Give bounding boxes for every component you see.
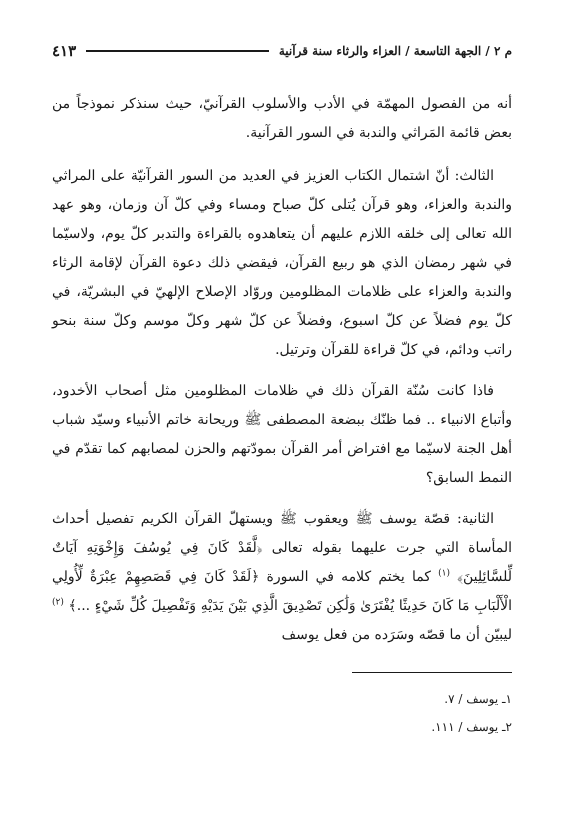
header-rule <box>86 50 269 52</box>
footnote-separator <box>352 672 512 673</box>
page-number: ٤١٣ <box>52 42 77 60</box>
paragraph-4-part-3: ليبيّن أن ما قصّه وسَرَده من فعل يوسف <box>281 627 512 643</box>
running-title: م ٢ / الجهة التاسعة / العزاء والرثاء سنة قرآنية <box>278 44 512 58</box>
paragraph-4 <box>52 505 512 650</box>
paragraph-4-part-1: الثانية: قصّة يوسف ﷺ ويعقوب ﷺ ويستهلّ القرآن الكريم تفصيل أحداث المأساة التي جرت عليهما بقوله تعالى <box>52 511 512 556</box>
paragraph-2: الثالث: أنّ اشتمال الكتاب العزيز في العديد من السور القرآنيّة على المراثي والندبة والعزاء، وهو قرآن يُتلى كلّ صباح ومساء وفي كلّ آن وزمان، وهو عهد الله تعالى إلى خلقه اللازم عليهم أن يتعاهدوه بالقراءة والتدبر كلّ يوم، ولاسيّما في شهر رمضان الذي هو ربيع القرآن، فيقضي ذلك دعوة القرآن لإقامة الرثاء والندبة والعزاء على ظلامات المظلومين وروّاد الإصلاح الإلهيّ في البشريّة، في كلّ يوم فضلاً عن كلّ اسبوع، وفضلاً عن كلّ شهر وكلّ موسم وكلّ سنة بنحو راتب ودائم، في كلّ قراءة للقرآن وترتيل. <box>52 168 512 358</box>
footnote-ref-2: (٢) <box>52 597 64 608</box>
quran-quote-1: ﴿لَّقَدْ كَانَ فِي يُوسُفَ وَإِخْوَتِهِ آيَاتٌ لِّلسَّائِلِينَ﴾ <box>52 540 513 585</box>
paragraph-4-part-2: كما يختم كلامه في السورة <box>259 569 439 585</box>
footnote-ref-1: (١) <box>438 568 451 579</box>
footnote-1: ١ـ يوسف / ٧. <box>444 692 512 706</box>
paragraph-3: فاذا كانت سُنّة القرآن ذلك في ظلامات المظلومين مثل أصحاب الأخدود، وأتباع الانبياء .. فما ظنّك ببضعة المصطفى ﷺ وريحانة خاتم الأنبياء وسيّد شباب أهل الجنة لاسيّما مع افتراض أمر القرآن بمودّتهم والحزن لمصابهم كما تقدّم في النمط السابق؟ <box>52 383 512 486</box>
paragraph-1: أنه من الفصول المهمّة في الأدب والأسلوب القرآنيّ، حيث سنذكر نموذجاً من بعض قائمة المَراثي والندبة في السور القرآنية. <box>52 96 512 141</box>
page-header <box>52 40 512 62</box>
footnote-2: ٢ـ يوسف / ١١١. <box>431 720 512 734</box>
quran-quote-2: ﴿لَقَدْ كَانَ فِي قَصَصِهِمْ عِبْرَةٌ لِّأُولِي الْأَلْبَابِ مَا كَانَ حَدِيثًا يُفْتَرَىٰ وَلَٰكِن تَصْدِيقَ الَّذِي بَيْنَ يَدَيْهِ وَتَفْصِيلَ كُلِّ شَيْءٍ ...﴾ <box>52 569 513 614</box>
